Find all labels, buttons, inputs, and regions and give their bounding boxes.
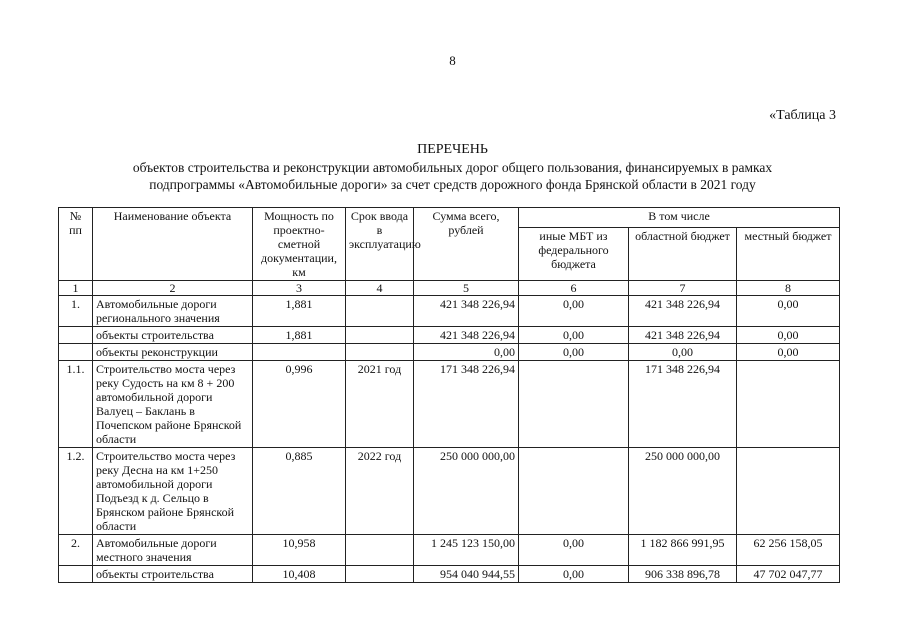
column-number: 4 (346, 281, 414, 296)
row-local: 0,00 (737, 344, 840, 361)
row-regional: 421 348 226,94 (629, 327, 737, 344)
row-num: 2. (59, 535, 93, 566)
row-capacity: 0,885 (253, 448, 346, 535)
row-term (346, 566, 414, 583)
row-local (737, 448, 840, 535)
row-capacity: 1,881 (253, 296, 346, 327)
title-line-2: подпрограммы «Автомобильные дороги» за счет средств дорожного фонда Брянской области в 2021 году (149, 177, 756, 192)
table-row (59, 344, 840, 361)
table-row (59, 327, 840, 344)
row-total: 421 348 226,94 (414, 327, 519, 344)
header-capacity: Мощность по проектно-сметной документации, км (253, 208, 346, 281)
row-total: 171 348 226,94 (414, 361, 519, 448)
row-local (737, 361, 840, 448)
header-mbt: иные МБТ из федерального бюджета (519, 228, 629, 281)
column-number: 1 (59, 281, 93, 296)
title-block (0, 141, 905, 193)
column-number: 6 (519, 281, 629, 296)
row-term (346, 296, 414, 327)
row-regional: 0,00 (629, 344, 737, 361)
row-capacity: 10,408 (253, 566, 346, 583)
document-title: ПЕРЕЧЕНЬ (417, 142, 488, 157)
row-regional: 171 348 226,94 (629, 361, 737, 448)
row-term (346, 535, 414, 566)
row-mbt (519, 448, 629, 535)
column-number: 7 (629, 281, 737, 296)
row-name: объекты строительства (93, 327, 253, 344)
row-num: 1.1. (59, 361, 93, 448)
row-mbt: 0,00 (519, 535, 629, 566)
row-num (59, 344, 93, 361)
table-row (59, 566, 840, 583)
row-regional: 906 338 896,78 (629, 566, 737, 583)
title-line-1: объектов строительства и реконструкции автомобильных дорог общего пользования, финансируемых в рамках (132, 160, 773, 175)
table-row (59, 535, 840, 566)
table-reference: «Таблица 3 (769, 108, 836, 123)
row-capacity (253, 344, 346, 361)
row-mbt: 0,00 (519, 327, 629, 344)
row-num: 1. (59, 296, 93, 327)
row-name: Строительство моста через реку Судость на км 8 + 200 автомобильной дороги Валуец – Баклань в Почепском районе Брянской области (93, 361, 253, 448)
row-num (59, 566, 93, 583)
row-mbt: 0,00 (519, 566, 629, 583)
header-num: № пп (59, 208, 93, 281)
row-regional: 1 182 866 991,95 (629, 535, 737, 566)
row-regional: 250 000 000,00 (629, 448, 737, 535)
column-number: 3 (253, 281, 346, 296)
header-total: Сумма всего, рублей (414, 208, 519, 281)
row-term (346, 327, 414, 344)
row-num: 1.2. (59, 448, 93, 535)
row-local: 0,00 (737, 296, 840, 327)
column-number-row (59, 281, 840, 296)
page-number: 8 (449, 53, 456, 68)
row-mbt (519, 361, 629, 448)
row-term: 2021 год (346, 361, 414, 448)
row-mbt: 0,00 (519, 344, 629, 361)
row-regional: 421 348 226,94 (629, 296, 737, 327)
header-row (59, 208, 840, 228)
row-name: объекты строительства (93, 566, 253, 583)
objects-table (58, 207, 840, 583)
row-name: Автомобильные дороги регионального значения (93, 296, 253, 327)
table-row (59, 448, 840, 535)
column-number: 8 (737, 281, 840, 296)
row-num (59, 327, 93, 344)
column-number: 2 (93, 281, 253, 296)
row-total: 250 000 000,00 (414, 448, 519, 535)
header-regional: областной бюджет (629, 228, 737, 281)
row-total: 1 245 123 150,00 (414, 535, 519, 566)
header-name: Наименование объекта (93, 208, 253, 281)
table-row (59, 296, 840, 327)
column-number: 5 (414, 281, 519, 296)
row-local: 62 256 158,05 (737, 535, 840, 566)
row-name: Строительство моста через реку Десна на км 1+250 автомобильной дороги Подъезд к д. Сельцо в Брянском районе Брянской области (93, 448, 253, 535)
row-name: объекты реконструкции (93, 344, 253, 361)
row-total: 0,00 (414, 344, 519, 361)
header-term: Срок ввода в эксплуатацию (346, 208, 414, 281)
row-capacity: 0,996 (253, 361, 346, 448)
table-row (59, 361, 840, 448)
header-local: местный бюджет (737, 228, 840, 281)
row-local: 47 702 047,77 (737, 566, 840, 583)
row-term (346, 344, 414, 361)
row-name: Автомобильные дороги местного значения (93, 535, 253, 566)
row-total: 954 040 944,55 (414, 566, 519, 583)
row-total: 421 348 226,94 (414, 296, 519, 327)
row-capacity: 10,958 (253, 535, 346, 566)
row-capacity: 1,881 (253, 327, 346, 344)
row-mbt: 0,00 (519, 296, 629, 327)
header-including: В том числе (519, 208, 840, 228)
row-term: 2022 год (346, 448, 414, 535)
row-local: 0,00 (737, 327, 840, 344)
